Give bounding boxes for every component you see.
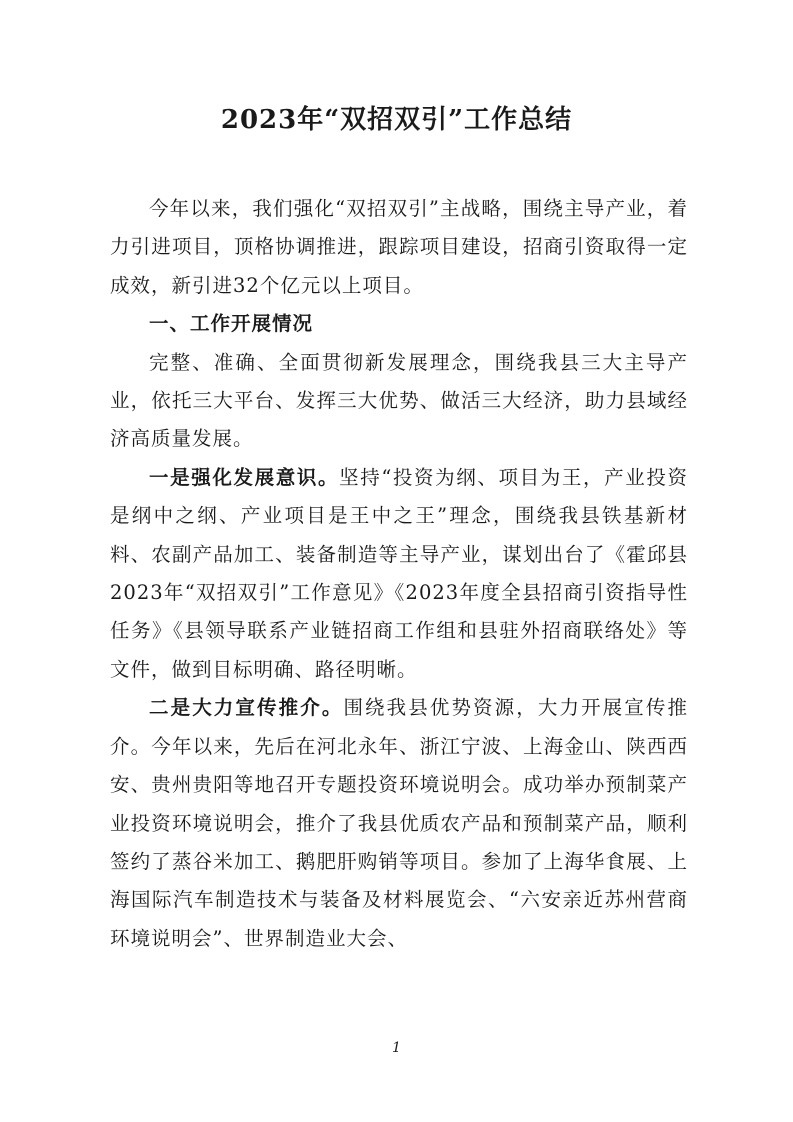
item-text-1: 坚持“投资为纲、项目为王，产业投资是纲中之纲、产业项目是王中之王”理念，围绕我县铁基新材料、农副产品加工、装备制造等主导产业，谋划出台了《霍邱县2023年“双招双引”工作意见》《2023年度全县招商引资指导性任务》《县领导联系产业链招商工作组和县驻外招商联络处》等文件，做到目标明确、路径明晰。 bbox=[110, 465, 688, 681]
section-summary-paragraph: 完整、准确、全面贯彻新发展理念，围绕我县三大主导产业，依托三大平台、发挥三大优势、做活三大经济，助力县域经济高质量发展。 bbox=[110, 350, 688, 451]
document-title: 2023年“双招双引”工作总结 bbox=[220, 105, 573, 135]
intro-paragraph: 今年以来，我们强化“双招双引”主战略，围绕主导产业，着力引进项目，顶格协调推进，跟踪项目建设，招商引资取得一定成效，新引进32个亿元以上项目。 bbox=[110, 197, 688, 297]
item-lead-2: 二是大力宣传推介。 bbox=[149, 696, 344, 720]
page-number: 1 bbox=[392, 1040, 401, 1056]
section-heading: 一、工作开展情况 bbox=[149, 312, 314, 336]
item-lead-1: 一是强化发展意识。 bbox=[149, 465, 340, 489]
item-paragraph-2 bbox=[110, 689, 688, 958]
item-text-2: 围绕我县优势资源，大力开展宣传推介。今年以来，先后在河北永年、浙江宁波、上海金山、陕西西安、贵州贵阳等地召开专题投资环境说明会。成功举办预制菜产业投资环境说明会，推介了我县优质农产品和预制菜产品，顺利签约了蒸谷米加工、鹅肥肝购销等项目。参加了上海华食展、上海国际汽车制造技术与装备及材料展览会、“六安亲近苏州营商环境说明会”、世界制造业大会、 bbox=[110, 696, 688, 950]
document-body bbox=[110, 190, 688, 958]
item-paragraph-1 bbox=[110, 459, 688, 689]
